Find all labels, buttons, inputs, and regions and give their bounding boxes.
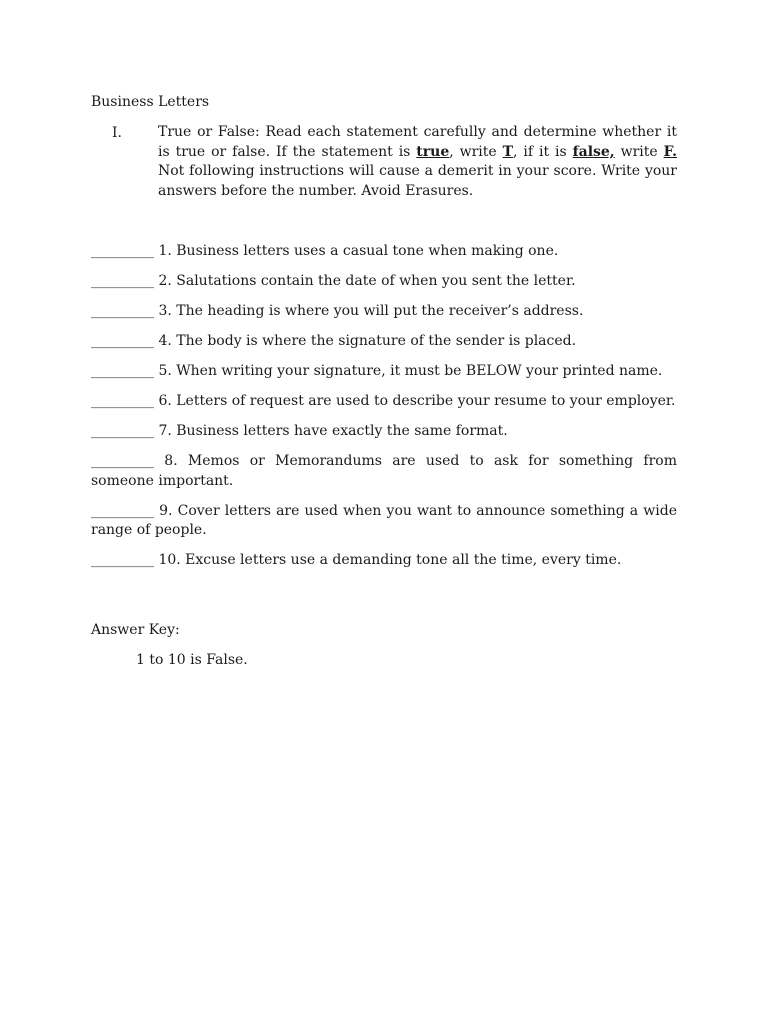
instructions-text-part5: Not following instructions will cause a demerit in your score. Write your answers before the number. Avoid Erasures. [158,163,677,200]
instructions-text-part3: , if it is [513,143,573,160]
instructions-text-part1: True or False: Read each statement carefully and determine whether it is true or false. If the statement is [158,124,677,160]
question-item [91,551,677,571]
answer-blank[interactable]: _________ [91,453,154,469]
question-text: 9. Cover letters are used when you want to announce something a wide range of people. [91,502,677,538]
answer-blank[interactable]: _________ [91,552,154,568]
question-text: 10. Excuse letters use a demanding tone all the time, every time. [154,552,622,568]
answer-blank[interactable]: _________ [91,243,154,259]
answer-blank[interactable]: _________ [91,273,154,289]
question-list [91,242,677,581]
question-text: 2. Salutations contain the date of when you sent the letter. [154,273,576,289]
question-text: 3. The heading is where you will put the receiver’s address. [154,303,584,319]
true-word: true [416,143,450,160]
answer-key-title: Answer Key: [91,622,180,638]
instructions-paragraph [158,123,677,202]
f-letter: F. [663,143,678,160]
instructions-text-part4: write [614,143,664,160]
question-item [91,242,677,262]
question-item [91,332,677,352]
question-item [91,392,677,412]
answer-blank[interactable]: _________ [91,333,154,349]
question-item [91,452,677,491]
question-item [91,302,677,322]
question-text: 7. Business letters have exactly the same format. [154,423,508,439]
answer-blank[interactable]: _________ [91,423,154,439]
answer-key-text: 1 to 10 is False. [136,652,248,668]
false-word: false, [572,143,615,160]
answer-blank[interactable]: _________ [91,502,154,519]
question-text: 6. Letters of request are used to describe your resume to your employer. [154,393,676,409]
section-number: I. [112,125,122,141]
question-text: 5. When writing your signature, it must be BELOW your printed name. [154,363,663,379]
question-item [91,422,677,442]
answer-blank[interactable]: _________ [91,303,154,319]
document-title: Business Letters [91,94,210,110]
question-text: 1. Business letters uses a casual tone when making one. [154,243,559,259]
question-text: 4. The body is where the signature of the sender is placed. [154,333,577,349]
t-letter: T [502,143,514,160]
question-item [91,362,677,382]
answer-blank[interactable]: _________ [91,363,154,379]
question-item [91,502,677,541]
answer-blank[interactable]: _________ [91,393,154,409]
question-item [91,272,677,292]
instructions-text-part2: , write [449,143,503,160]
question-text: 8. Memos or Memorandums are used to ask for something from someone important. [91,453,677,489]
